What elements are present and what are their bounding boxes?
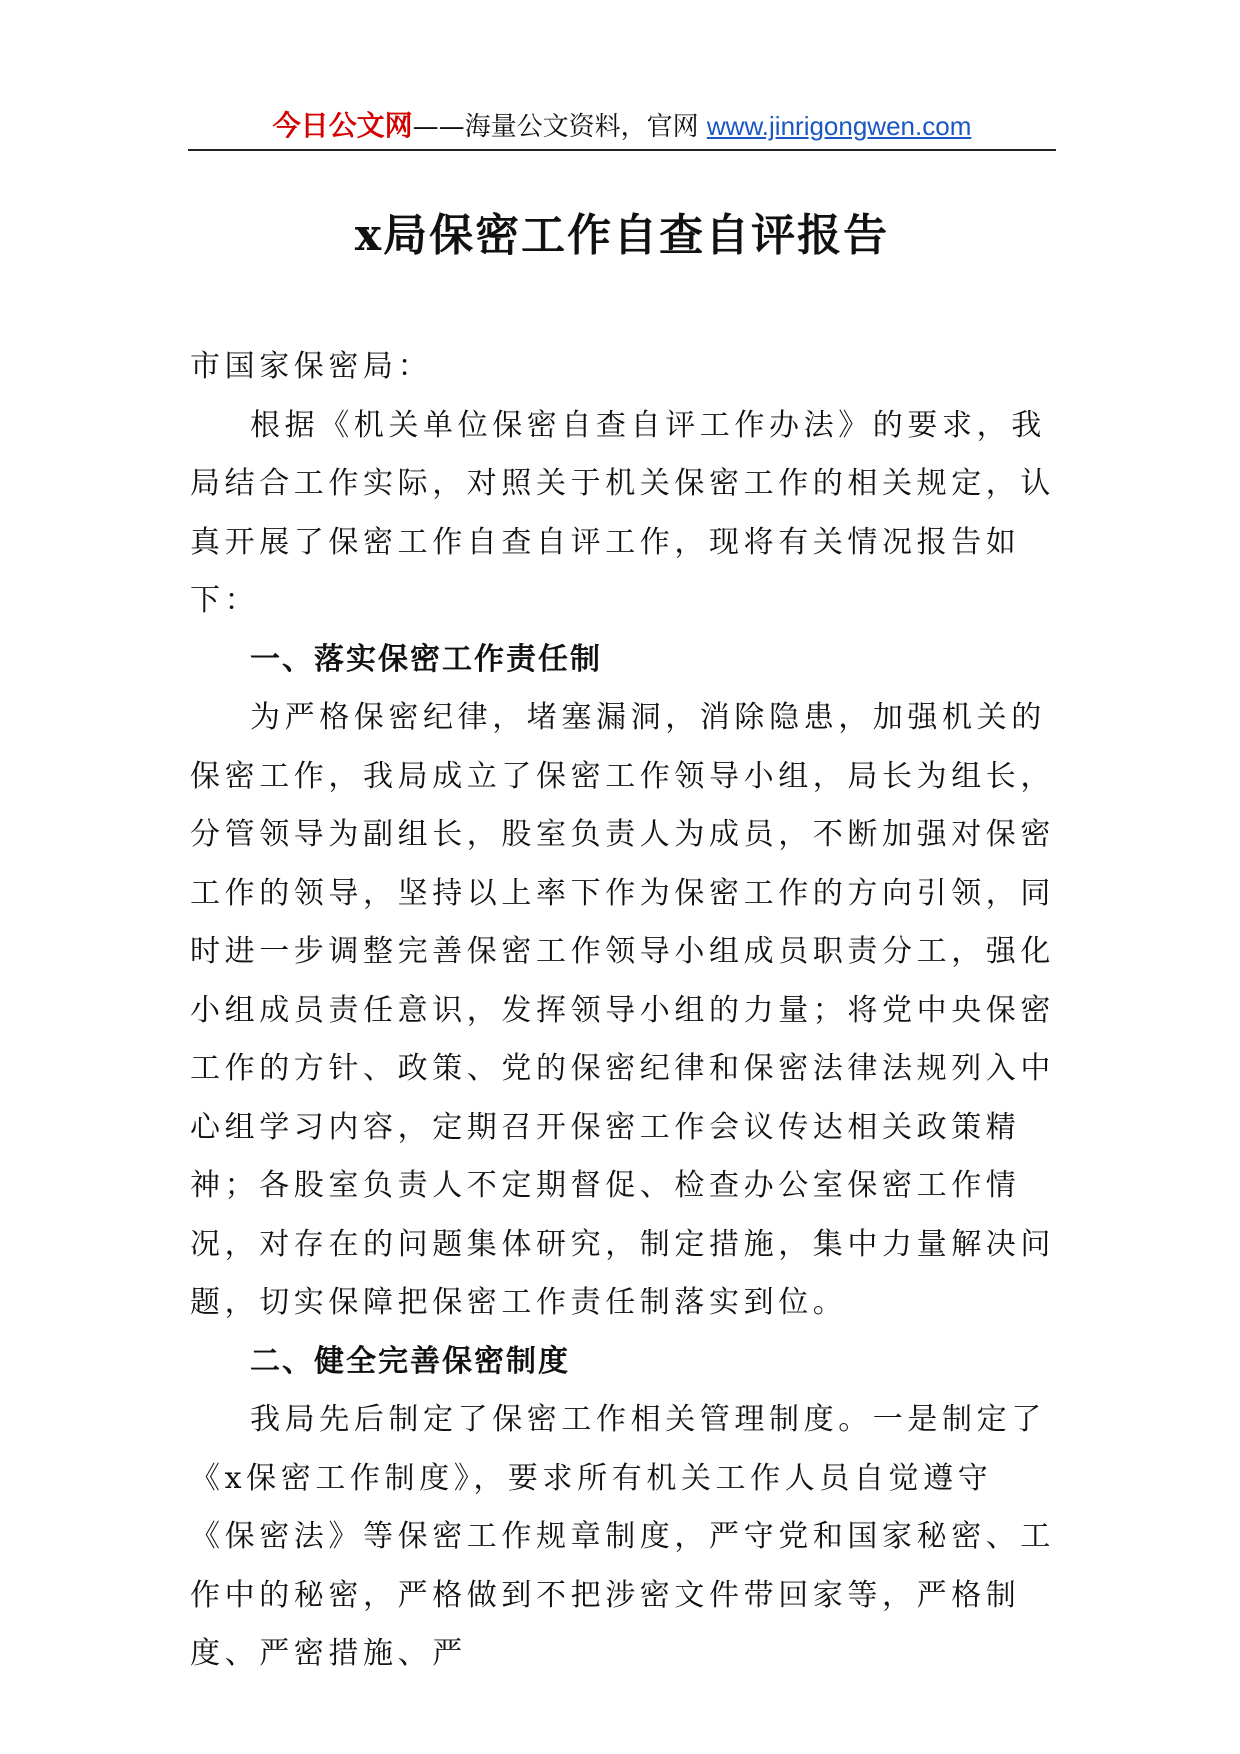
header-tagline: ——海量公文资料，官网	[412, 112, 707, 142]
salutation: 市国家保密局：	[190, 349, 433, 384]
site-header	[188, 108, 1056, 145]
section-heading: 二、健全完善保密制度	[250, 1343, 570, 1379]
website-link[interactable]: www.jinrigongwen.com	[706, 111, 972, 141]
intro-paragraph: 根据《机关单位保密自查自评工作办法》的要求，我局结合工作实际，对照关于机关保密工作的相关规定，认真开展了保密工作自查自评工作，现将有关情况报告如下：	[190, 407, 1055, 618]
section-heading: 一、落实保密工作责任制	[250, 641, 602, 677]
section-paragraph: 我局先后制定了保密工作相关管理制度。一是制定了《x保密工作制度》，要求所有机关工作人员自觉遵守《保密法》等保密工作规章制度，严守党和国家秘密、工作中的秘密，严格做到不把涉密文件带回家等，严格制度、严密措施、严	[190, 1402, 1055, 1671]
section-paragraph: 为严格保密纪律，堵塞漏洞，消除隐患，加强机关的保密工作，我局成立了保密工作领导小组，局长为组长，分管领导为副组长，股室负责人为成员，不断加强对保密工作的领导，坚持以上率下作为保密工作的方向引领，同时进一步调整完善保密工作领导小组成员职责分工，强化小组成员责任意识，发挥领导小组的力量；将党中央保密工作的方针、政策、党的保密纪律和保密法律法规列入中心组学习内容，定期召开保密工作会议传达相关政策精神；各股室负责人不定期督促、检查办公室保密工作情况，对存在的问题集体研究，制定措施，集中力量解决问题，切实保障把保密工作责任制落实到位。	[190, 700, 1055, 1320]
document-body	[190, 338, 1056, 1684]
document-title: x局保密工作自查自评报告	[354, 210, 890, 261]
header-divider	[188, 149, 1056, 151]
brand-name: 今日公文网	[272, 109, 413, 142]
